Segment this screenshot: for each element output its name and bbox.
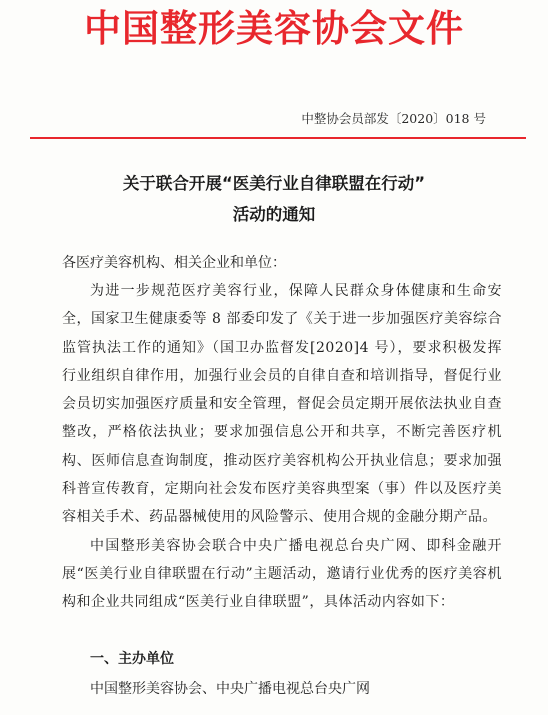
paragraph: 中国整形美容协会联合中央广播电视总台央广网、即科金融开展“医美行业自律联盟在行动”主题活动，邀请行业优秀的医疗美容机构和企业共同组成“医美行业自律联盟”，具体活动内容如下：	[62, 537, 502, 611]
notice-title	[0, 168, 548, 230]
red-divider-rule	[30, 137, 526, 139]
section-heading-organizers: 一、主办单位	[90, 651, 174, 667]
notice-body	[62, 277, 502, 617]
notice-title-line-2: 活动的通知	[232, 205, 316, 224]
document-masthead: 中国整形美容协会文件	[84, 7, 464, 50]
section-content-organizers: 中国整形美容协会、中央广播电视总台央广网	[90, 681, 370, 697]
notice-title-line-1: 关于联合开展“医美行业自律联盟在行动”	[122, 174, 426, 193]
document-number: 中整协会员部发〔2020〕018 号	[301, 111, 486, 126]
salutation: 各医疗美容机构、相关企业和单位：	[62, 255, 286, 271]
paragraph: 为进一步规范医疗美容行业，保障人民群众身体健康和生命安全，国家卫生健康委等 8 部委印发了《关于进一步加强医疗美容综合监管执法工作的通知》（国卫办监督发[2020]4 号），要求积极发挥行业组织自律作用，加强行业会员的自律自查和培训指导，督促行业会员切实加强医疗质量和安全管理，督促会员定期开展依法执业自查整改，严格依法执业；要求加强信息公开和共享，不断完善医疗机构、医师信息查询制度，推动医疗美容机构公开执业信息；要求加强科普宣传教育，定期向社会发布医疗美容典型案（事）件以及医疗美容相关手术、药品器械使用的风险警示、使用合规的金融分期产品。	[62, 283, 502, 526]
